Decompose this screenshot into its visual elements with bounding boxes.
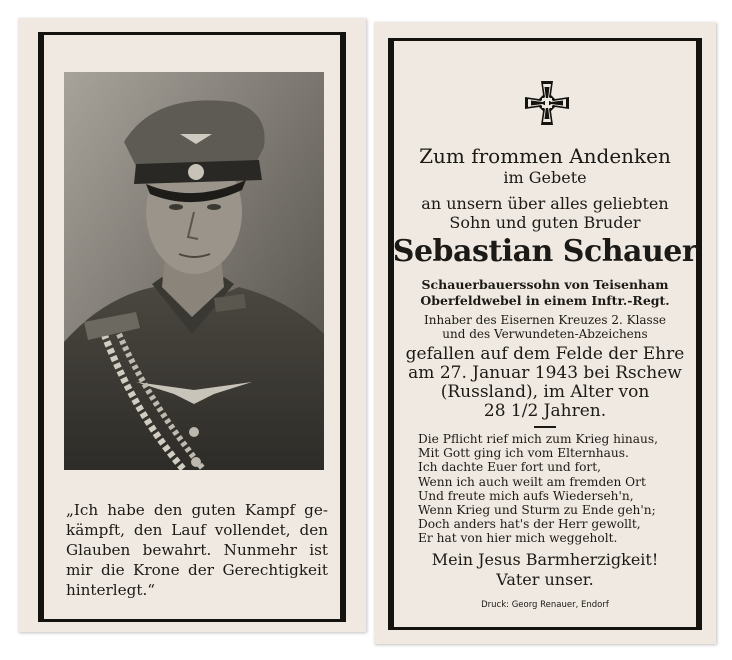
prayer-line-2: Vater unser. bbox=[496, 570, 594, 589]
portrait-illustration bbox=[64, 72, 324, 470]
line-origin: Schauerbauerssohn von Teisenham bbox=[421, 277, 669, 292]
bible-quote: „Ich habe den guten Kampf ge- kämpft, den Lauf vollendet, den Glauben bewahrt. Nunmehr ist mir die Krone der Gerechtigkeit hinterlegt.“ bbox=[66, 501, 328, 599]
memorial-heading: Zum frommen Andenken bbox=[419, 144, 671, 168]
line-an-unsern: an unsern über alles geliebten bbox=[421, 194, 669, 213]
left-card bbox=[18, 18, 366, 632]
deceased-name: Sebastian Schauer bbox=[392, 234, 698, 269]
line-sohn-bruder: Sohn und guten Bruder bbox=[449, 213, 641, 232]
line-decoration: Inhaber des Eisernen Kreuzes 2. Klasse bbox=[424, 313, 666, 327]
line-wound-badge: und des Verwundeten-Abzeichens bbox=[442, 327, 648, 341]
poem-line: Die Pflicht rief mich zum Krieg hinaus, bbox=[418, 432, 659, 446]
poem-line: Ich dachte Euer fort und fort, bbox=[418, 460, 602, 475]
printer-credit: Druck: Georg Renauer, Endorf bbox=[481, 600, 609, 610]
poem-line: Er hat von hier mich weggeholt. bbox=[418, 531, 618, 546]
prayer-line-1: Mein Jesus Barmherzigkeit! bbox=[431, 550, 659, 569]
line-gefallen: gefallen auf dem Felde der Ehre bbox=[405, 344, 685, 364]
poem-line: Doch anders hat's der Herr gewollt, bbox=[418, 517, 641, 532]
soldier-portrait-photo bbox=[64, 72, 324, 470]
line-rank: Oberfeldwebel in einem Inftr.-Regt. bbox=[420, 293, 670, 308]
poem-line: Wenn ich auch weilt am fremden Ort bbox=[418, 474, 646, 489]
poem-line: Und freute mich aufs Wiederseh'n, bbox=[418, 488, 634, 503]
line-country-age: (Russland), im Alter von bbox=[440, 382, 650, 402]
poem-line: Mit Gott ging ich vom Elternhaus. bbox=[418, 446, 629, 461]
right-card bbox=[374, 22, 716, 644]
memorial-poem bbox=[418, 432, 698, 546]
poem-line: Wenn Krieg und Sturm zu Ende geh'n; bbox=[418, 503, 656, 518]
line-date-place: am 27. Januar 1943 bei Rschew bbox=[408, 363, 682, 383]
iron-cross-icon bbox=[522, 78, 572, 128]
line-age: 28 1/2 Jahren. bbox=[483, 401, 607, 421]
divider bbox=[534, 426, 556, 428]
line-im-gebete: im Gebete bbox=[503, 168, 587, 187]
